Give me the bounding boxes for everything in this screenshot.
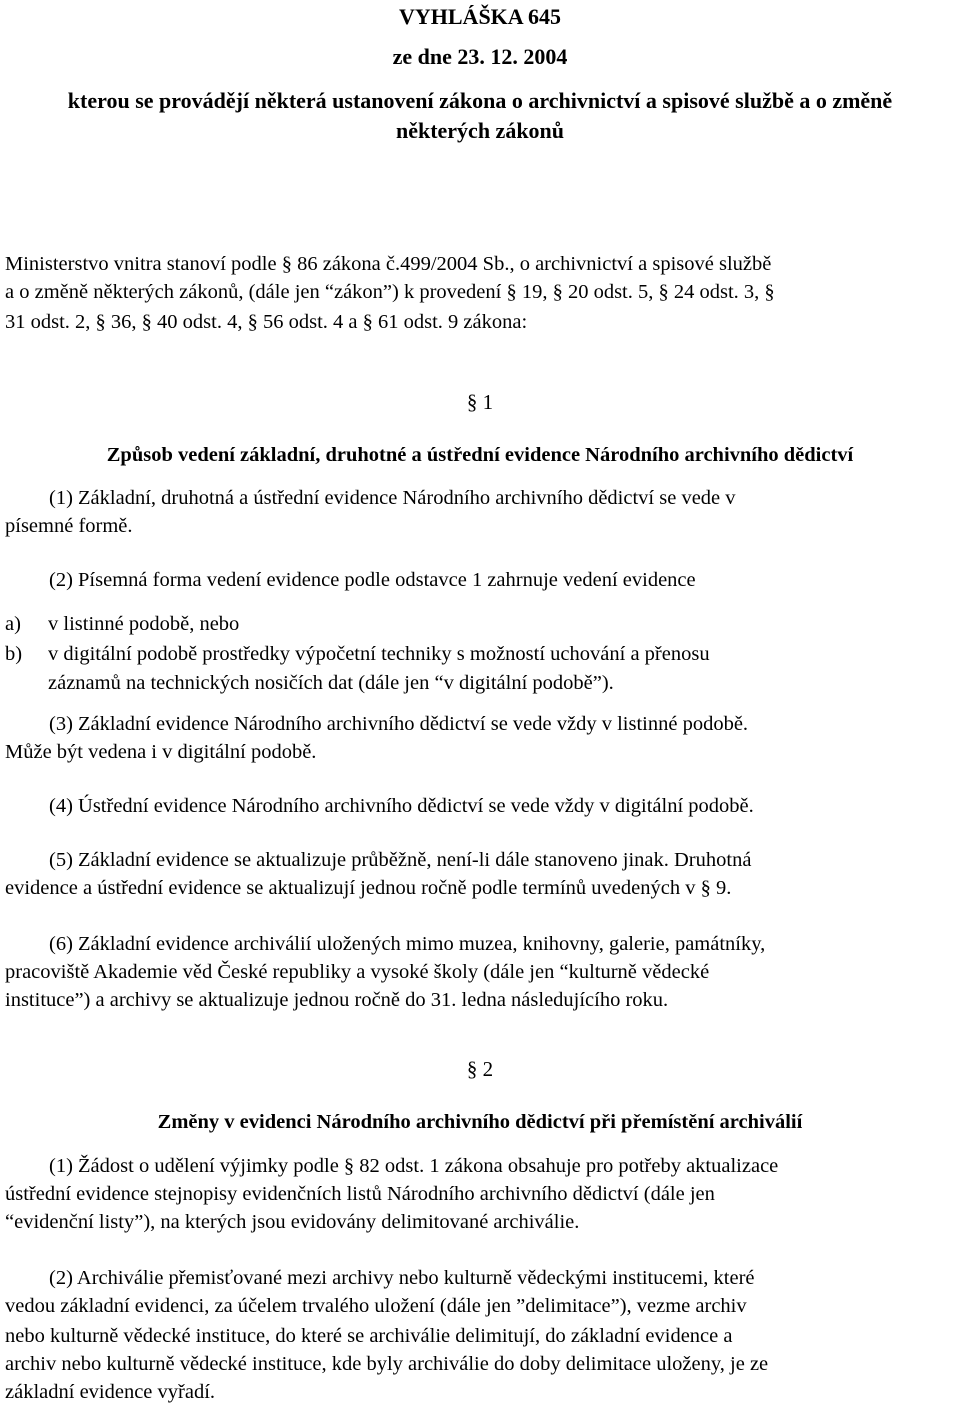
- list-marker-b: b): [5, 643, 23, 665]
- s1-paragraph-1-line-1: (1) Základní, druhotná a ústřední evidence Národního archivního dědictví se vede v: [49, 487, 736, 509]
- s1-paragraph-2-line-1: (2) Písemná forma vedení evidence podle odstavce 1 zahrnuje vedení evidence: [49, 569, 696, 591]
- s2-paragraph-2-line-2: vedou základní evidenci, za účelem trvalého uložení (dále jen ”delimitace”), vezme archiv: [5, 1295, 747, 1317]
- decree-title: VYHLÁŠKA 645: [399, 4, 561, 29]
- s1-paragraph-3-line-2: Může být vedena i v digitální podobě.: [5, 741, 317, 763]
- list-item-b-text-line-2: záznamů na technických nosičích dat (dále jen “v digitální podobě”).: [48, 672, 614, 694]
- s1-list-item-a: [5, 610, 953, 639]
- s1-paragraph-1-line-2: písemné formě.: [5, 515, 133, 537]
- s2-paragraph-2-line-1: (2) Archiválie přemisťované mezi archivy nebo kulturně vědeckými institucemi, které: [49, 1267, 755, 1289]
- list-marker-a: a): [5, 613, 21, 635]
- s1-paragraph-3-line-1: (3) Základní evidence Národního archivního dědictví se vede vždy v listinné podobě.: [49, 713, 749, 735]
- s1-paragraph-6-line-1: (6) Základní evidence archiválií uložených mimo muzea, knihovny, galerie, památníky,: [49, 933, 766, 955]
- decree-subtitle-line-2: některých zákonů: [395, 118, 565, 143]
- preamble-line-1: Ministerstvo vnitra stanoví podle § 86 zákona č.499/2004 Sb., o archivnictví a spisové službě: [5, 253, 772, 275]
- decree-subtitle-line-1: kterou se provádějí některá ustanovení zákona o archivnictví a spisové službě a o změně: [67, 88, 893, 113]
- s2-paragraph-2-line-3: nebo kulturně vědecké instituce, do které se archiválie delimitují, do základní evidence a: [5, 1325, 733, 1347]
- s1-paragraph-6-line-3: instituce”) a archivy se aktualizuje jednou ročně do 31. ledna následujícího roku.: [5, 989, 669, 1011]
- preamble-line-2: a o změně některých zákonů, (dále jen “zákon”) k provedení § 19, § 20 odst. 5, § 24 odst. 3, §: [5, 281, 775, 303]
- s1-paragraph-4-line-1: (4) Ústřední evidence Národního archivního dědictví se vede vždy v digitální podobě.: [49, 795, 754, 817]
- s2-paragraph-2-line-4: archiv nebo kulturně vědecké instituce, kde byly archiválie do doby delimitace uloženy, je ze: [5, 1353, 769, 1375]
- s2-paragraph-2-line-5: základní evidence vyřadí.: [5, 1381, 216, 1403]
- s1-paragraph-5-line-1: (5) Základní evidence se aktualizuje průběžně, není-li dále stanoveno jinak. Druhotná: [49, 849, 752, 871]
- s2-paragraph-1-line-2: ústřední evidence stejnopisy evidenčních listů Národního archivního dědictví (dále jen: [5, 1183, 715, 1205]
- section-2-number: § 2: [466, 1057, 494, 1081]
- s1-paragraph-6-line-2: pracoviště Akademie věd České republiky a vysoké školy (dále jen “kulturně vědecké: [5, 961, 710, 983]
- section-1-number: § 1: [466, 390, 494, 414]
- list-item-b-text-line-1: v digitální podobě prostředky výpočetní techniky s možností uchování a přenosu: [48, 643, 710, 665]
- list-item-a-text: v listinné podobě, nebo: [48, 613, 240, 635]
- section-1-heading: Způsob vedení základní, druhotné a ústřední evidence Národního archivního dědictví: [106, 444, 854, 466]
- s1-list-item-b: [5, 640, 953, 698]
- s2-paragraph-1-line-1: (1) Žádost o udělení výjimky podle § 82 odst. 1 zákona obsahuje pro potřeby aktualizace: [49, 1155, 779, 1177]
- section-2-heading: Změny v evidenci Národního archivního dědictví při přemístění archiválií: [157, 1111, 803, 1133]
- preamble-line-3: 31 odst. 2, § 36, § 40 odst. 4, § 56 odst. 4 a § 61 odst. 9 zákona:: [5, 311, 528, 333]
- s1-paragraph-5-line-2: evidence a ústřední evidence se aktualizují jednou ročně podle termínů uvedených v § 9.: [5, 877, 732, 899]
- s2-paragraph-1-line-3: “evidenční listy”), na kterých jsou evidovány delimitované archiválie.: [5, 1211, 580, 1233]
- decree-date: ze dne 23. 12. 2004: [392, 44, 568, 69]
